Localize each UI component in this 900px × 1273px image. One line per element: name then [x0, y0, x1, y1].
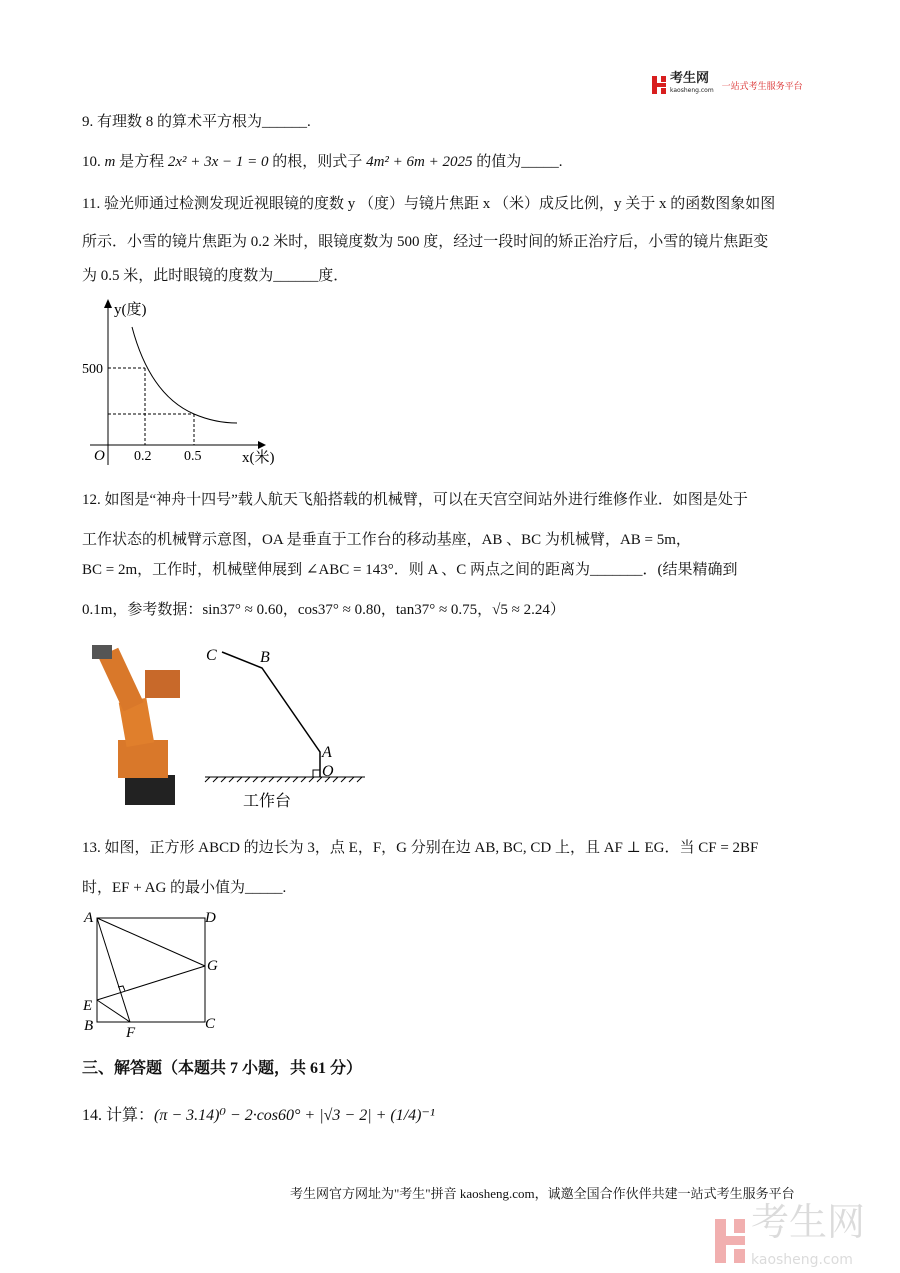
- robot-arm-photo: [92, 645, 180, 805]
- question-13-line-1: 13. 如图，正方形 ABCD 的边长为 3，点 E，F，G 分别在边 AB, BC, CD 上，且 AF ⊥ EG．当 CF = 2BF: [82, 840, 759, 856]
- svg-text:C: C: [206, 647, 217, 664]
- section-3-heading: 三、解答题（本题共 7 小题，共 61 分）: [82, 1060, 363, 1077]
- svg-text:E: E: [83, 998, 93, 1014]
- question-12-line-1: 12. 如图是“神舟十四号”载人航天飞船搭载的机械臂，可以在天宫空间站外进行维修作业．如图是处于: [82, 492, 748, 508]
- question-12-line-3: BC = 2m，工作时，机械壁伸展到 ∠ABC = 143°．则 A 、C 两点之间的距离为_______．(结果精确到: [82, 562, 738, 578]
- footer-text: 考生网官方网址为"考生"拼音 kaosheng.com，诚邀全国合作伙伴共建一站式考生服务平台: [290, 1186, 795, 1201]
- svg-text:A: A: [84, 910, 94, 926]
- question-10: 10. m 是方程 2x² + 3x − 1 = 0 的根，则式子 4m² + 6m + 2025 的值为_____.: [82, 154, 563, 170]
- svg-text:O: O: [322, 763, 334, 780]
- question-9: 9. 有理数 8 的算术平方根为______.: [82, 114, 311, 130]
- question-13-line-2: 时，EF + AG 的最小值为_____.: [82, 880, 287, 896]
- svg-text:工作台: 工作台: [243, 793, 292, 810]
- question-11-line-2: 所示．小雪的镜片焦距为 0.2 米时，眼镜度数为 500 度，经过一段时间的矫正治疗后，小雪的镜片焦距变: [82, 234, 769, 250]
- svg-text:0.2: 0.2: [134, 449, 152, 464]
- svg-text:500: 500: [82, 362, 103, 377]
- watermark: 考生网 kaosheng.com: [715, 1203, 865, 1273]
- svg-text:0.5: 0.5: [184, 449, 202, 464]
- q12-diagram: [205, 647, 365, 810]
- svg-text:D: D: [205, 910, 216, 926]
- svg-text:G: G: [207, 958, 218, 974]
- svg-text:C: C: [205, 1016, 216, 1032]
- svg-text:O: O: [94, 448, 105, 464]
- svg-text:A: A: [322, 744, 332, 761]
- question-14: 14. 计算：(π − 3.14)⁰ − 2·cos60° + |√3 − 2| + (1/4)⁻¹: [82, 1107, 435, 1124]
- question-11-line-3: 为 0.5 米，此时眼镜的度数为______度．: [82, 268, 349, 284]
- q11-graph: [82, 299, 275, 466]
- question-11-line-1: 11. 验光师通过检测发现近视眼镜的度数 y （度）与镜片焦距 x （米）成反比例，y 关于 x 的函数图象如图: [82, 196, 776, 212]
- svg-text:B: B: [260, 649, 270, 666]
- svg-text:B: B: [84, 1018, 94, 1034]
- watermark-logo-icon: [715, 1219, 745, 1263]
- q13-diagram: [82, 910, 218, 1041]
- svg-text:x(米): x(米): [242, 450, 275, 466]
- svg-text:F: F: [126, 1025, 136, 1041]
- logo-slogan: 一站式考生服务平台: [721, 81, 803, 92]
- logo-brand: 考生网 kaosheng.com: [670, 71, 714, 94]
- svg-text:y(度): y(度): [114, 302, 147, 318]
- inverse-curve: [132, 327, 237, 423]
- question-12-line-4: 0.1m，参考数据：sin37° ≈ 0.60，cos37° ≈ 0.80，tan37° ≈ 0.75，√5 ≈ 2.24）: [82, 602, 565, 618]
- question-12-line-2: 工作状态的机械臂示意图，OA 是垂直于工作台的移动基座，AB 、BC 为机械臂，AB = 5m，: [82, 532, 691, 548]
